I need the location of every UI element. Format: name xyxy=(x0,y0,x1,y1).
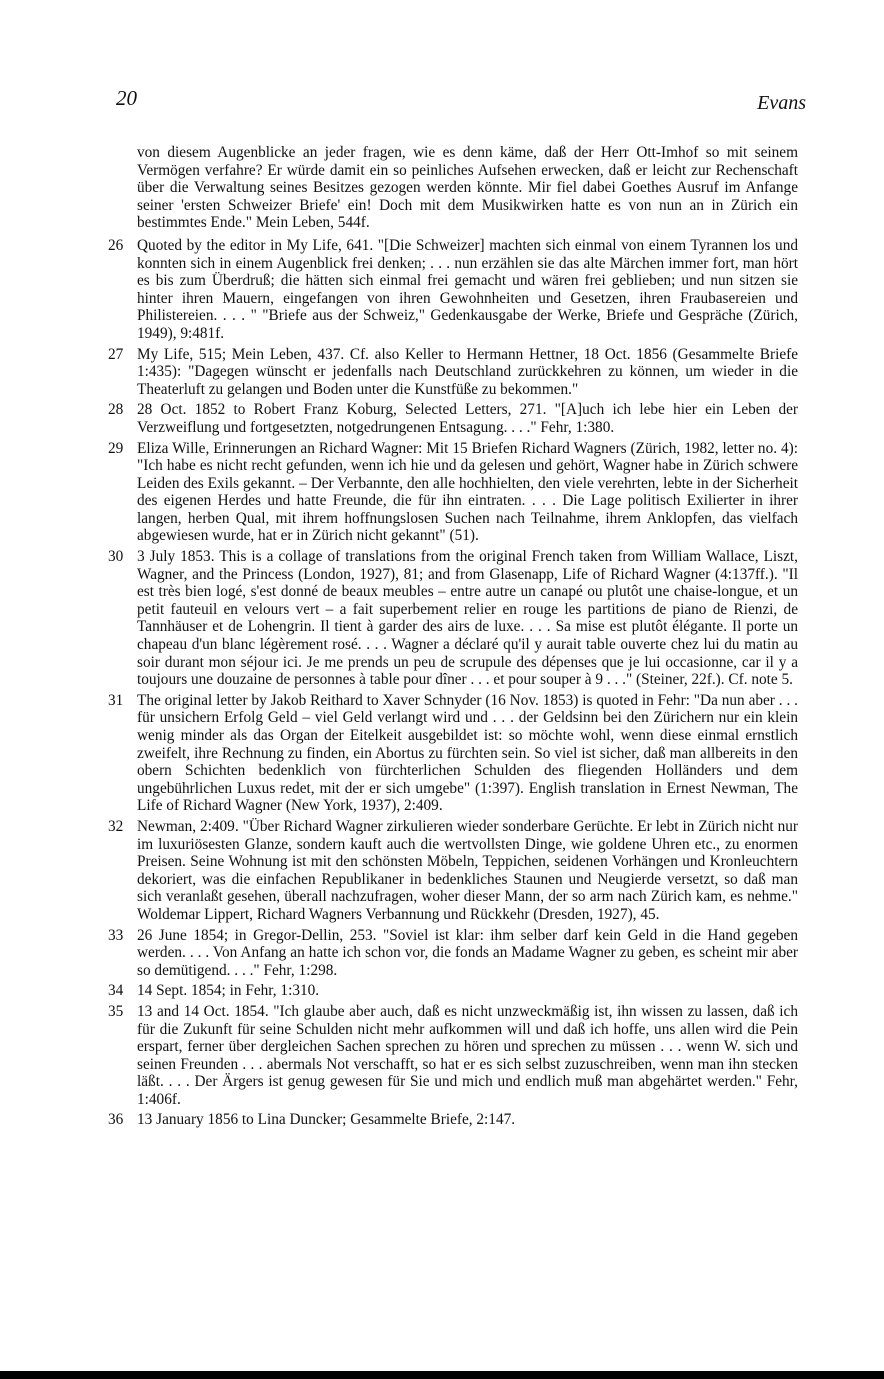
endnote-36 xyxy=(108,1111,798,1129)
scan-edge-bar xyxy=(0,1371,884,1379)
endnote-34 xyxy=(108,982,798,1000)
endnote-number: 32 xyxy=(108,817,124,835)
running-head: Evans xyxy=(757,92,806,114)
endnote-31 xyxy=(108,692,798,815)
endnote-26 xyxy=(108,237,798,343)
endnote-text: 13 and 14 Oct. 1854. "Ich glaube aber auch, daß es nicht unzweckmäßig ist, ihn wissen zu lassen, daß ich für die Zukunft für seine Schulden nicht mehr aufkommen will und daß ich hoffe, uns allen wird die Pein erspart, ferner über dergleichen Sachen sprechen zu hören und sprechen zu müssen . . . wenn W. sich und seinen Freunden . . . abermals Not verschafft, so hat er es sich selbst zuzuschreiben, wenn man ihn stecken läßt. . . . Der Ärgers ist genug gewesen für Sie und mich und endlich muß man abgehärtet werden." Fehr, 1:406f. xyxy=(137,1002,798,1108)
endnote-number: 34 xyxy=(108,982,124,1000)
endnote-text: von diesem Augenblicke an jeder fragen, wie es denn käme, daß der Herr Ott-Imhof so mit seinem Vermögen verfahre? Er würde damit ein so peinliches Aufsehen erwecken, daß er leicht zur Rechenschaft über die Verwaltung seines Besitzes gezogen werden könnte. Mir fiel dabei Goethes Ausruf im Anfange seiner 'ersten Schweizer Briefe' ein! Doch mit dem Musikwirken hatte es von nun an in Zürich ein bestimmtes Ende." Mein Leben, 544f. xyxy=(137,144,798,232)
endnote-text: 13 January 1856 to Lina Duncker; Gesammelte Briefe, 2:147. xyxy=(137,1111,516,1129)
page-header xyxy=(112,86,806,122)
page-number: 20 xyxy=(116,86,137,110)
endnote-35 xyxy=(108,1003,798,1109)
endnote-32 xyxy=(108,818,798,924)
endnote-29 xyxy=(108,440,798,546)
endnote-number: 27 xyxy=(108,345,124,363)
endnote-text: Quoted by the editor in My Life, 641. "[Die Schweizer] machten sich einmal von einem Tyrannen los und konnten sich in einem Augenblick frei denken; . . . nun erzählen sie das alte Märchen immer fort, man hört es bis zum Überdruß; die hätten sich einmal frei gemacht und wären frei geblieben; und nun sitzen sie hinter ihren Mauern, eingefangen von ihren Gewohnheiten und Gesetzen, ihren Fraubasereien und Philistereien. . . . " "Briefe aus der Schweiz," Gedenkausgabe der Werke, Briefe und Gespräche (Zürich, 1949), 9:481f. xyxy=(137,236,798,342)
endnote-text: Newman, 2:409. "Über Richard Wagner zirkulieren wieder sonderbare Gerüchte. Er lebt in Zürich nicht nur im luxuriösesten Glanze, sondern kauft auch die wertvollsten Dinge, wie goldene Uhren etc., zu enormen Preisen. Seine Wohnung ist mit den schönsten Möbeln, Teppichen, seidenen Vorhängen und Kronleuchtern dekoriert, was die einfachen Republikaner in bedenkliches Staunen und Neugierde versetzt, so daß man sich veranlaßt gesehen, überall nachzufragen, woher dieser Mann, der so arm nach Zürich kam, es nehme." Woldemar Lippert, Richard Wagners Verbannung und Rückkehr (Dresden, 1927), 45. xyxy=(137,817,798,923)
endnote-27 xyxy=(108,346,798,399)
endnote-text: 26 June 1854; in Gregor-Dellin, 253. "Soviel ist klar: ihm selber darf kein Geld in die Hand gegeben werden. . . . Von Anfang an hatte ich schon vor, die fonds an Madame Wagner zu geben, es scheint mir aber so demütigend. . . ." Fehr, 1:298. xyxy=(137,926,798,979)
endnote-number: 29 xyxy=(108,439,124,457)
endnote-number: 33 xyxy=(108,926,124,944)
endnote-number: 35 xyxy=(108,1002,124,1020)
endnote-text: The original letter by Jakob Reithard to Xaver Schnyder (16 Nov. 1853) is quoted in Fehr: "Da nun aber . . . für unsichern Erfolg Geld – viel Geld verlangt wird und . . . der Geldsinn bei den Zürichern nur ein klein wenig minder als das Organ der Eitelkeit ausgebildet ist: so möchte wohl, wenn diese einmal ernstlich zweifelt, ihre Rechnung zu finden, ein Abortus zu fürchten sein. So viel ist sicher, daß man allbereits in den obern Schichten bedenklich von fürchterlichen Schulden des fliegenden Holländers und dem ungebührlichen Luxus redet, mit der er sich umgebe" (1:397). English translation in Ernest Newman, The Life of Richard Wagner (New York, 1937), 2:409. xyxy=(137,691,798,815)
endnote-continuation xyxy=(108,144,798,232)
endnote-30 xyxy=(108,548,798,689)
endnote-number: 28 xyxy=(108,401,124,419)
endnote-text: My Life, 515; Mein Leben, 437. Cf. also Keller to Hermann Hettner, 18 Oct. 1856 (Gesammelte Briefe 1:435): "Dagegen wünscht er jedenfalls nach Deutschland zurückkehren zu können, um wieder in die Theaterluft zu gelangen und Boden unter die Kunstfüße zu bekommen." xyxy=(137,345,798,398)
endnote-text: 3 July 1853. This is a collage of translations from the original French taken from William Wallace, Liszt, Wagner, and the Princess (London, 1927), 81; and from Glasenapp, Life of Richard Wagner (4:137ff.). "Il est très bien logé, s'est donné de beaux meubles – entre autre un canapé ou plutôt une chaise-longue, et un petit fauteuil en velours vert – a fait superbement relier en rouge les partitions de piano de Rienzi, de Tannhäuser et de Lohengrin. Il tient à garder des airs de luxe. . . . Sa mise est plutôt élégante. Il porte un chapeau d'un blanc légèrement rosé. . . . Wagner a déclaré qu'il y aurait table ouverte chez lui du matin au soir durant mon séjour ici. Je me prends un peu de scrupule des dépenses que je lui occasionne, car il y a toujours une douzaine de personnes à table pour dîner . . . et pour souper à 9 . . ." (Steiner, 22f.). Cf. note 5. xyxy=(137,548,798,689)
endnote-number: 30 xyxy=(108,548,124,566)
endnote-33 xyxy=(108,927,798,980)
endnote-28 xyxy=(108,401,798,436)
endnote-text: 28 Oct. 1852 to Robert Franz Koburg, Selected Letters, 271. "[A]uch ich lebe hier ein Leben der Verzweiflung und fortgesetzten, notgedrungenen Entsagung. . . ." Fehr, 1:380. xyxy=(137,401,798,436)
endnote-number: 36 xyxy=(108,1111,124,1129)
endnotes-list xyxy=(108,144,798,1132)
endnote-number: 31 xyxy=(108,691,124,709)
endnote-number: 26 xyxy=(108,236,124,254)
endnote-text: 14 Sept. 1854; in Fehr, 1:310. xyxy=(137,982,320,1000)
endnote-text: Eliza Wille, Erinnerungen an Richard Wagner: Mit 15 Briefen Richard Wagners (Zürich, 1982, letter no. 4): "Ich habe es nicht recht gefunden, wenn ich hie und da gelesen und gehört, Wagner habe in Zürich schwere Leiden des Exils gekannt. – Der Verbannte, den alle hochhielten, den viele verehrten, lebte in der Sicherheit des eigenen Herdes und hatte Freunde, die für ihn eintraten. . . . Die Lage politisch Exilierter in ihrer langen, herben Qual, mit ihrem hoffnungslosen Suchen nach Teilnahme, ihrem Anklopfen, das vielfach abgewiesen wurde, hat er in Zürich nicht gekannt" (51). xyxy=(137,439,798,545)
